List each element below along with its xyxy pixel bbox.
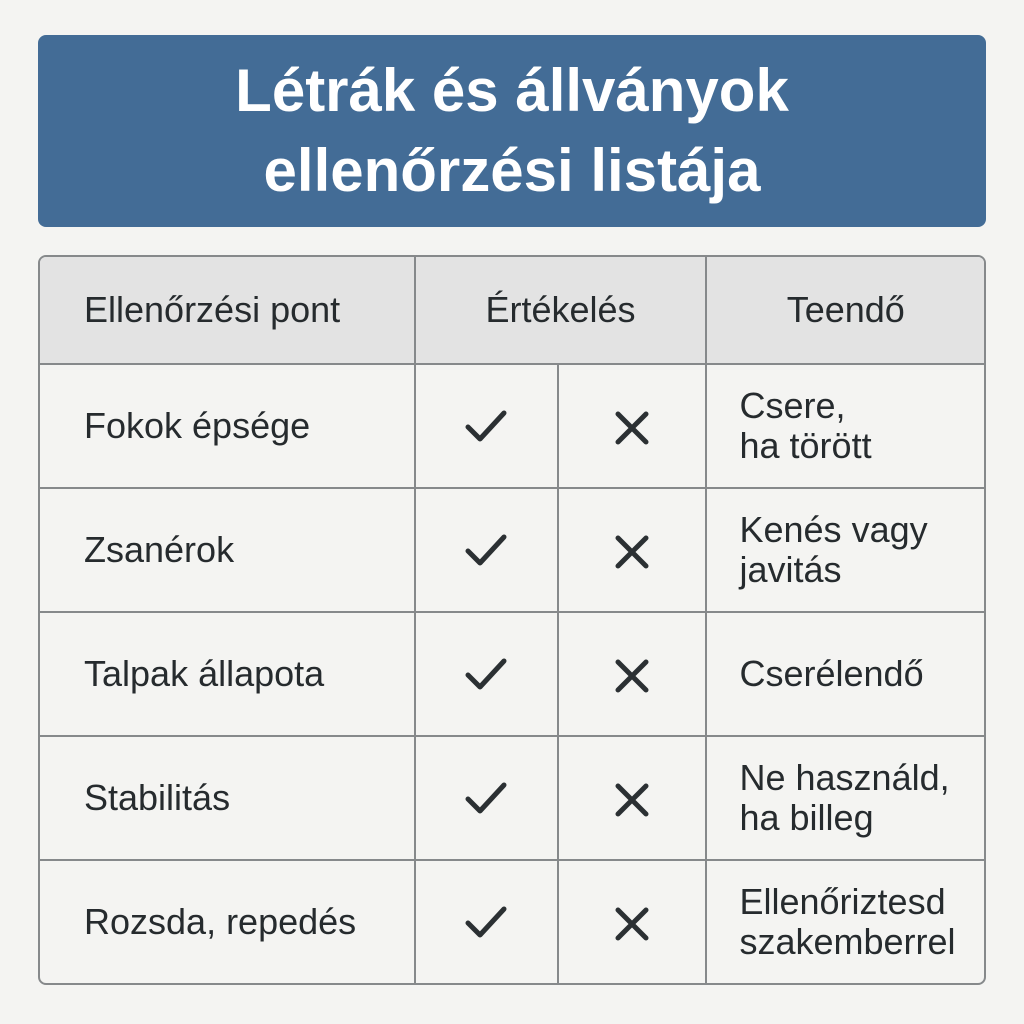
table-row (40, 737, 984, 861)
checklist-table (38, 255, 986, 985)
no-cell[interactable] (559, 489, 708, 613)
no-cell[interactable] (559, 365, 708, 489)
check-point: Zsanérok (40, 489, 416, 613)
action-line-1: Ellenőriztesd (739, 881, 946, 922)
cross-icon (612, 652, 652, 693)
check-point: Rozsda, repedés (40, 861, 416, 983)
yes-cell[interactable] (416, 489, 559, 613)
yes-cell[interactable] (416, 737, 559, 861)
action-line-1: Cserélendő (739, 653, 924, 694)
no-cell[interactable] (559, 613, 708, 737)
check-point: Talpak állapota (40, 613, 416, 737)
action-line-2: szakemberrel (739, 921, 956, 962)
check-icon (462, 775, 510, 816)
table-row (40, 489, 984, 613)
action-line-1: Ne használd, (739, 757, 950, 798)
table-row (40, 861, 984, 983)
action-cell (707, 737, 984, 861)
action-cell (707, 861, 984, 983)
check-icon (462, 403, 510, 444)
action-line-1: Csere, (739, 385, 846, 426)
action-cell (707, 365, 984, 489)
no-cell[interactable] (559, 737, 708, 861)
check-point: Fokok épsége (40, 365, 416, 489)
check-icon (462, 527, 510, 568)
header-rating: Értékelés (416, 257, 708, 365)
cross-icon (612, 900, 652, 941)
yes-cell[interactable] (416, 365, 559, 489)
action-line-2: javitás (739, 549, 842, 590)
yes-cell[interactable] (416, 861, 559, 983)
action-line-1: Kenés vagy (739, 509, 928, 550)
title-line-1: Létrák és állványok (235, 57, 789, 124)
yes-cell[interactable] (416, 613, 559, 737)
check-icon (462, 899, 510, 940)
title-line-2: ellenőrzési listája (263, 137, 761, 204)
action-cell (707, 613, 984, 737)
header-row (40, 257, 984, 365)
cross-icon (612, 528, 652, 569)
check-point: Stabilitás (40, 737, 416, 861)
table-row (40, 613, 984, 737)
page-title (38, 35, 986, 227)
action-cell (707, 489, 984, 613)
no-cell[interactable] (559, 861, 708, 983)
action-line-2: ha billeg (739, 797, 874, 838)
table-row (40, 365, 984, 489)
cross-icon (612, 776, 652, 817)
action-line-2: ha törött (739, 425, 872, 466)
header-action: Teendő (707, 257, 984, 365)
check-icon (462, 651, 510, 692)
header-point: Ellenőrzési pont (40, 257, 416, 365)
cross-icon (612, 404, 652, 445)
